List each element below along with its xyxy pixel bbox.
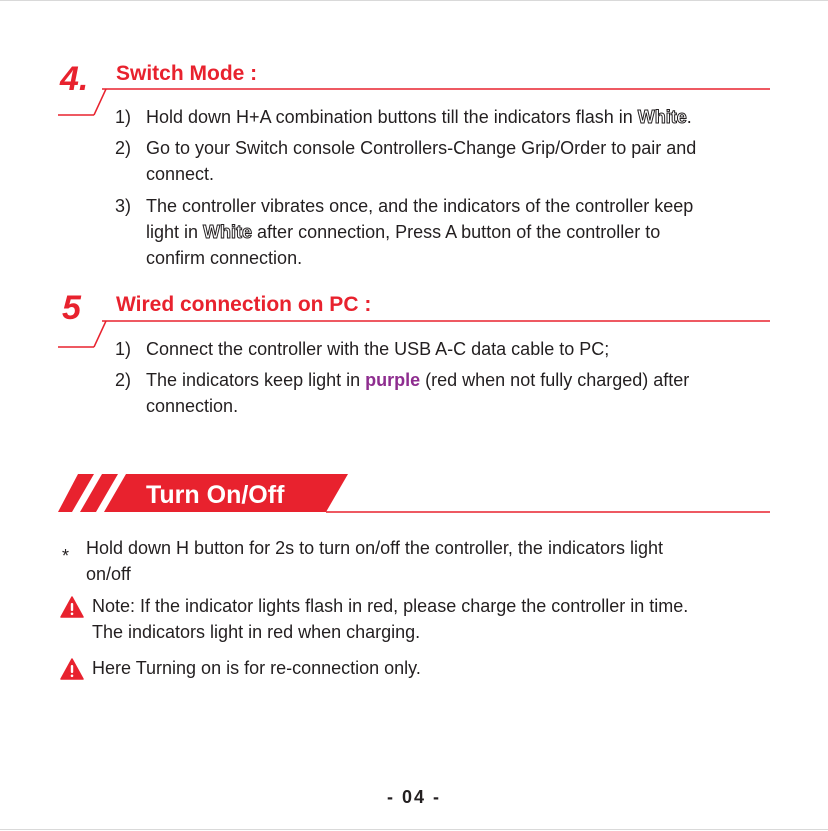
page-top-border <box>0 0 828 1</box>
turn-bullet-line2: on/off <box>86 564 131 584</box>
warning-triangle-icon <box>60 658 84 680</box>
section-5-number: 5 <box>62 289 81 327</box>
item-text: Hold down H+A combination buttons till the indicators flash in White. <box>146 107 692 127</box>
item-text: Connect the controller with the USB A-C data cable to PC; <box>146 339 610 359</box>
item-text-line1: Go to your Switch console Controllers-Change Grip/Order to pair and <box>146 138 697 158</box>
purple-highlight: purple <box>365 370 421 390</box>
section-4-item-3 <box>115 192 775 276</box>
item-text-line3: confirm connection. <box>146 248 303 268</box>
note-2: Here Turning on is for re-connection only. <box>92 658 421 678</box>
item-text-line1: The indicators keep light in purple (red when not fully charged) after <box>146 370 690 390</box>
white-highlight: White <box>203 222 253 242</box>
note-1-line1: Note: If the indicator lights flash in red, please charge the controller in time. <box>92 596 689 616</box>
page-number: - 04 - <box>386 787 441 807</box>
item-text-line2: connection. <box>146 396 239 416</box>
item-number: 2) <box>115 138 132 158</box>
warning-triangle-icon <box>60 596 84 618</box>
page-bottom-border <box>0 829 828 830</box>
section-4-number: 4. <box>60 60 89 98</box>
turn-bullet-line1: Hold down H button for 2s to turn on/off the controller, the indicators light <box>86 538 664 558</box>
item-number: 1) <box>115 339 132 359</box>
item-text-line2: connect. <box>146 164 215 184</box>
item-number: 3) <box>115 196 132 216</box>
section-4-item-1 <box>115 103 775 131</box>
section-5-item-2 <box>115 366 775 422</box>
turn-on-off-title: Turn On/Off <box>146 481 285 509</box>
section-4-item-2 <box>115 134 775 190</box>
item-number: 2) <box>115 370 132 390</box>
section-4-title: Switch Mode : <box>116 62 258 85</box>
bullet-asterisk: * <box>62 546 70 566</box>
item-text-line1: The controller vibrates once, and the indicators of the controller keep <box>146 196 694 216</box>
item-number: 1) <box>115 107 132 127</box>
note-1-line2: The indicators light in red when charging. <box>92 622 421 642</box>
section-5-item-1 <box>115 335 775 363</box>
section-5-title: Wired connection on PC : <box>116 293 372 316</box>
white-highlight: White <box>637 107 687 127</box>
item-text-line2: light in White after connection, Press A button of the controller to <box>146 222 661 242</box>
